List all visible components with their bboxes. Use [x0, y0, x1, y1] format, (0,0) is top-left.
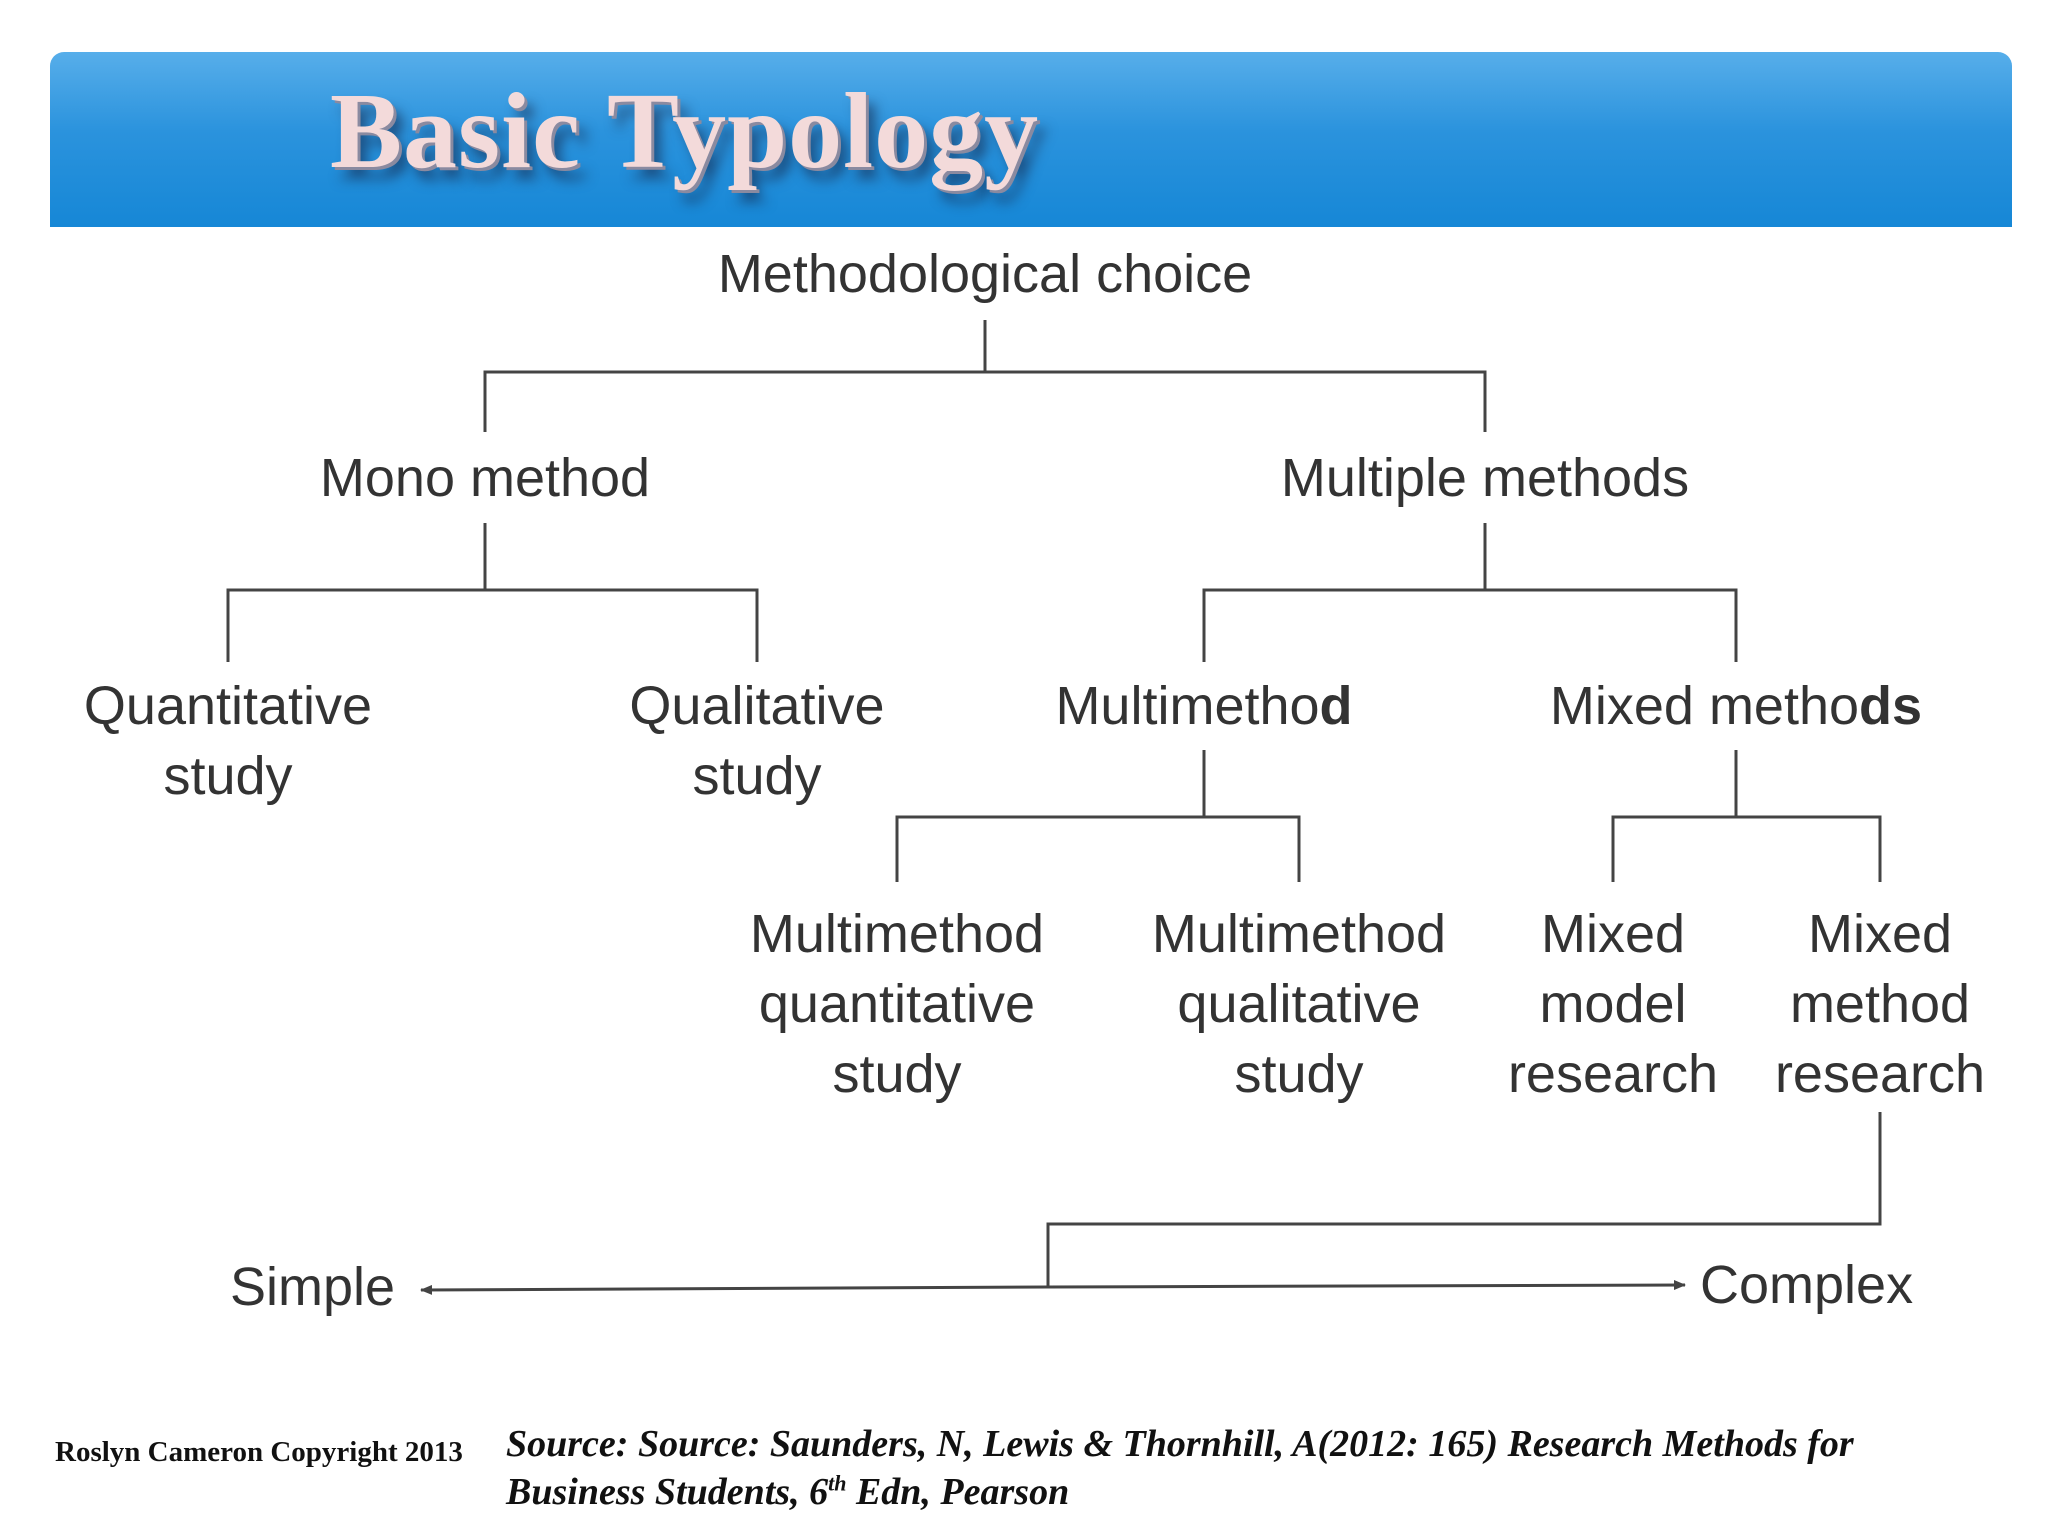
node-mono-method: Mono method — [319, 448, 651, 508]
node-mixed-methods — [1506, 671, 1966, 741]
connector-root — [485, 320, 1485, 432]
node-methodological-choice: Methodological choice — [717, 244, 1253, 304]
footer-source-line1: Source: Source: Saunders, N, Lewis & Thornhill, A(2012: 165) Research Methods for — [506, 1423, 1854, 1465]
node-quantitative-study: Quantitative study — [83, 676, 373, 806]
node-mixed-method-research: Mixed method research — [1774, 904, 1986, 1104]
node-mixed-methods-text: Mixed metho — [1549, 676, 1860, 736]
connector-mono — [228, 523, 757, 662]
node-mixed-model-research: Mixed model research — [1507, 904, 1719, 1104]
slide-title: Basic Typology — [330, 72, 1040, 191]
connector-multimethod — [897, 750, 1299, 882]
simple-arrow — [421, 1287, 1048, 1290]
connector-mixed — [1613, 750, 1880, 882]
node-multimethod-qualitative-study: Multimethod qualitative study — [1151, 904, 1447, 1104]
node-multimethod-text: Multimetho — [1055, 676, 1320, 736]
footer-source-line2 — [506, 1468, 2006, 1516]
label-complex: Complex — [1700, 1255, 1914, 1315]
node-mixed-methods-bold: ds — [1859, 676, 1923, 736]
label-simple: Simple — [230, 1257, 396, 1317]
typology-diagram — [50, 227, 2020, 1357]
node-multiple-methods: Multiple methods — [1280, 448, 1690, 508]
footer-source-superscript: th — [828, 1470, 847, 1496]
node-multimethod — [1014, 671, 1394, 741]
node-multimethod-quantitative-study: Multimethod quantitative study — [749, 904, 1045, 1104]
complex-arrow — [1048, 1285, 1685, 1287]
footer-source — [506, 1420, 2006, 1516]
connector-multiple — [1204, 523, 1736, 662]
footer-copyright: Roslyn Cameron Copyright 2013 — [55, 1436, 463, 1468]
node-qualitative-study: Qualitative study — [629, 676, 885, 806]
footer-source-line2b: Edn, Pearson — [846, 1471, 1070, 1513]
footer-source-line2a: Business Students, 6 — [506, 1471, 829, 1513]
node-multimethod-bold: d — [1319, 676, 1353, 736]
